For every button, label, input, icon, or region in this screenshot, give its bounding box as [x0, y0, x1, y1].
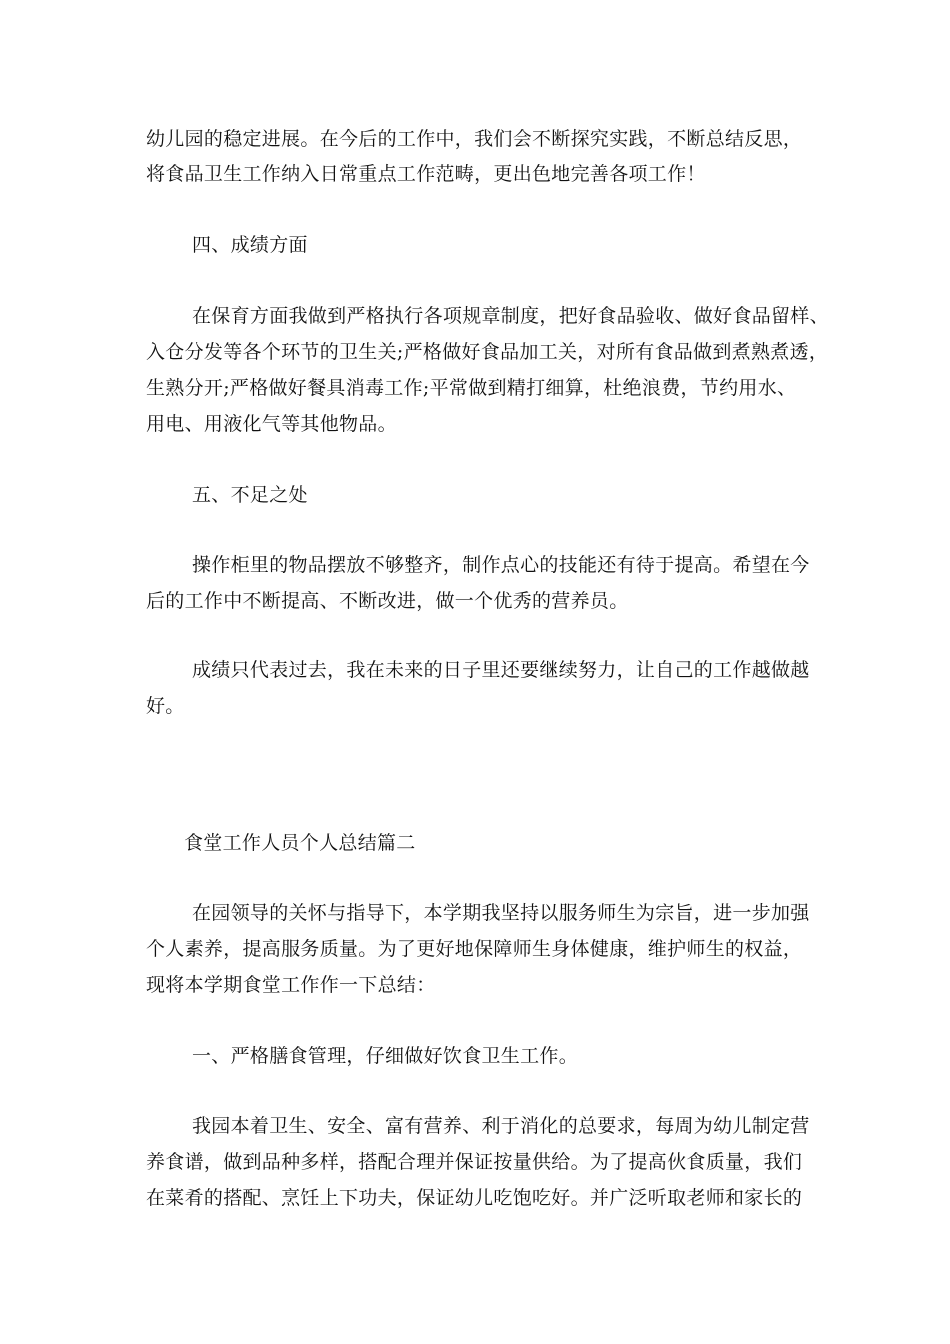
paragraph-line: 后的工作中不断提高、不断改进，做一个优秀的营养员。 [146, 590, 629, 612]
paragraph-line: 现将本学期食堂工作作一下总结： [146, 974, 436, 996]
paragraph-line: 个人素养，提高服务质量。为了更好地保障师生身体健康，维护师生的权益， [146, 938, 803, 960]
section-heading: 五、不足之处 [192, 484, 308, 506]
paragraph-line: 入仓分发等各个环节的卫生关;严格做好食品加工关，对所有食品做到煮熟煮透， [146, 341, 829, 363]
paragraph-line: 在保育方面我做到严格执行各项规章制度，把好食品验收、做好食品留样、 [192, 305, 829, 327]
section-title: 食堂工作人员个人总结篇二 [184, 832, 416, 854]
paragraph-line: 操作柜里的物品摆放不够整齐，制作点心的技能还有待于提高。希望在今 [192, 554, 810, 576]
paragraph-line: 养食谱，做到品种多样，搭配合理并保证按量供给。为了提高伙食质量，我们 [146, 1151, 803, 1173]
paragraph-line: 在菜肴的搭配、烹饪上下功夫，保证幼儿吃饱吃好。并广泛听取老师和家长的 [146, 1187, 803, 1209]
paragraph-line: 幼儿园的稳定进展。在今后的工作中，我们会不断探究实践，不断总结反思， [146, 128, 803, 150]
paragraph-line: 我园本着卫生、安全、富有营养、利于消化的总要求，每周为幼儿制定营 [192, 1115, 810, 1137]
paragraph-line: 成绩只代表过去，我在未来的日子里还要继续努力，让自己的工作越做越 [192, 659, 810, 681]
paragraph-line: 用电、用液化气等其他物品。 [146, 413, 397, 435]
section-heading: 四、成绩方面 [192, 234, 308, 256]
paragraph-line: 在园领导的关怀与指导下，本学期我坚持以服务师生为宗旨，进一步加强 [192, 902, 810, 924]
paragraph-line: 将食品卫生工作纳入日常重点工作范畴，更出色地完善各项工作！ [146, 163, 706, 185]
paragraph-line: 生熟分开;严格做好餐具消毒工作;平常做到精打细算，杜绝浪费，节约用水、 [146, 377, 797, 399]
section-heading: 一、严格膳食管理，仔细做好饮食卫生工作。 [192, 1045, 579, 1067]
paragraph-line: 好。 [146, 695, 185, 717]
